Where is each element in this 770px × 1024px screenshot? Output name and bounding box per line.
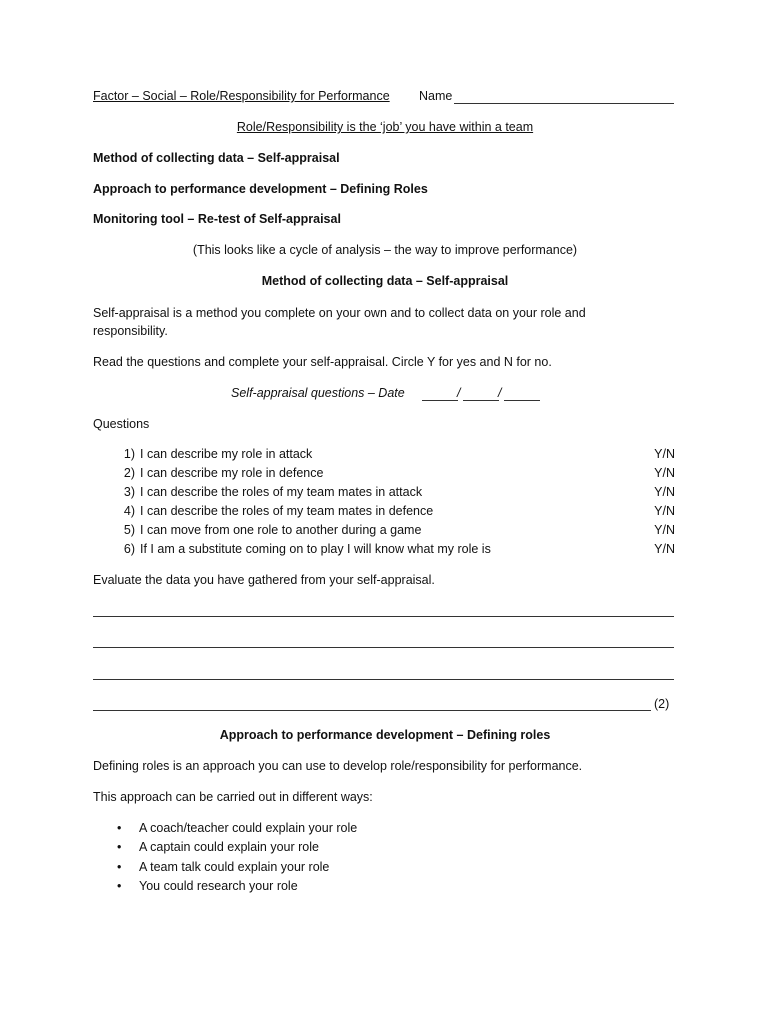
question-row: [115, 485, 675, 504]
instructions: Read the questions and complete your self-appraisal. Circle Y for yes and N for no.: [93, 355, 552, 369]
list-item-text: A coach/teacher could explain your role: [139, 821, 358, 835]
question-number: 1): [123, 447, 135, 461]
yes-no-answer[interactable]: Y/N: [654, 504, 675, 518]
name-field-line[interactable]: [454, 103, 674, 104]
list-item-text: A captain could explain your role: [139, 840, 319, 854]
approach-line: Approach to performance development – Defining Roles: [93, 182, 428, 196]
section2-para2: This approach can be carried out in different ways:: [93, 790, 373, 804]
question-text: I can describe the roles of my team mates in defence: [140, 504, 434, 518]
date-label: Self-appraisal questions – Date: [231, 386, 405, 400]
question-row: [115, 466, 675, 485]
question-row: [115, 523, 675, 542]
bullet-icon: •: [117, 860, 122, 874]
question-number: 2): [123, 466, 135, 480]
date-separator: /: [457, 386, 461, 400]
answer-line[interactable]: [93, 679, 674, 680]
list-item-text: You could research your role: [139, 879, 298, 893]
question-text: I can move from one role to another during a game: [140, 523, 422, 537]
page-subtitle: Role/Responsibility is the ‘job’ you have within a team: [236, 120, 534, 134]
yes-no-answer[interactable]: Y/N: [654, 523, 675, 537]
section2-para1: Defining roles is an approach you can use to develop role/responsibility for performance.: [93, 759, 583, 773]
question-row: [115, 542, 675, 561]
section1-heading: Method of collecting data – Self-appraisal: [261, 274, 509, 288]
evaluate-prompt: Evaluate the data you have gathered from your self-appraisal.: [93, 573, 435, 587]
bullet-icon: •: [117, 821, 122, 835]
bullet-icon: •: [117, 840, 122, 854]
questions-label: Questions: [93, 417, 150, 431]
name-label: Name: [419, 89, 453, 103]
answer-line[interactable]: [93, 647, 674, 648]
cycle-note: (This looks like a cycle of analysis – the way to improve performance): [192, 243, 578, 257]
date-year-field[interactable]: [504, 400, 540, 401]
question-row: [115, 504, 675, 523]
yes-no-answer[interactable]: Y/N: [654, 466, 675, 480]
yes-no-answer[interactable]: Y/N: [654, 485, 675, 499]
answer-line[interactable]: [93, 616, 674, 617]
question-text: If I am a substitute coming on to play I will know what my role is: [140, 542, 491, 556]
question-number: 6): [123, 542, 135, 556]
method-line: Method of collecting data – Self-appraisal: [93, 151, 340, 165]
yes-no-answer[interactable]: Y/N: [654, 542, 675, 556]
monitoring-line: Monitoring tool – Re-test of Self-appraisal: [93, 212, 341, 226]
date-month-field[interactable]: [463, 400, 499, 401]
question-text: I can describe my role in defence: [140, 466, 324, 480]
question-text: I can describe my role in attack: [140, 447, 313, 461]
section1-para1-line2: responsibility.: [93, 324, 168, 338]
yes-no-answer[interactable]: Y/N: [654, 447, 675, 461]
marks-label: (2): [654, 697, 670, 711]
question-number: 3): [123, 485, 135, 499]
section1-para1-line1: Self-appraisal is a method you complete on your own and to collect data on your role and: [93, 306, 586, 320]
date-day-field[interactable]: [422, 400, 458, 401]
question-text: I can describe the roles of my team mates in attack: [140, 485, 423, 499]
question-number: 4): [123, 504, 135, 518]
question-number: 5): [123, 523, 135, 537]
date-separator: /: [498, 386, 502, 400]
factor-title: Factor – Social – Role/Responsibility for Performance: [93, 89, 390, 103]
list-item-text: A team talk could explain your role: [139, 860, 330, 874]
question-row: [115, 447, 675, 466]
answer-line[interactable]: [93, 710, 651, 711]
section2-heading: Approach to performance development – Defining roles: [219, 728, 551, 742]
bullet-icon: •: [117, 879, 122, 893]
